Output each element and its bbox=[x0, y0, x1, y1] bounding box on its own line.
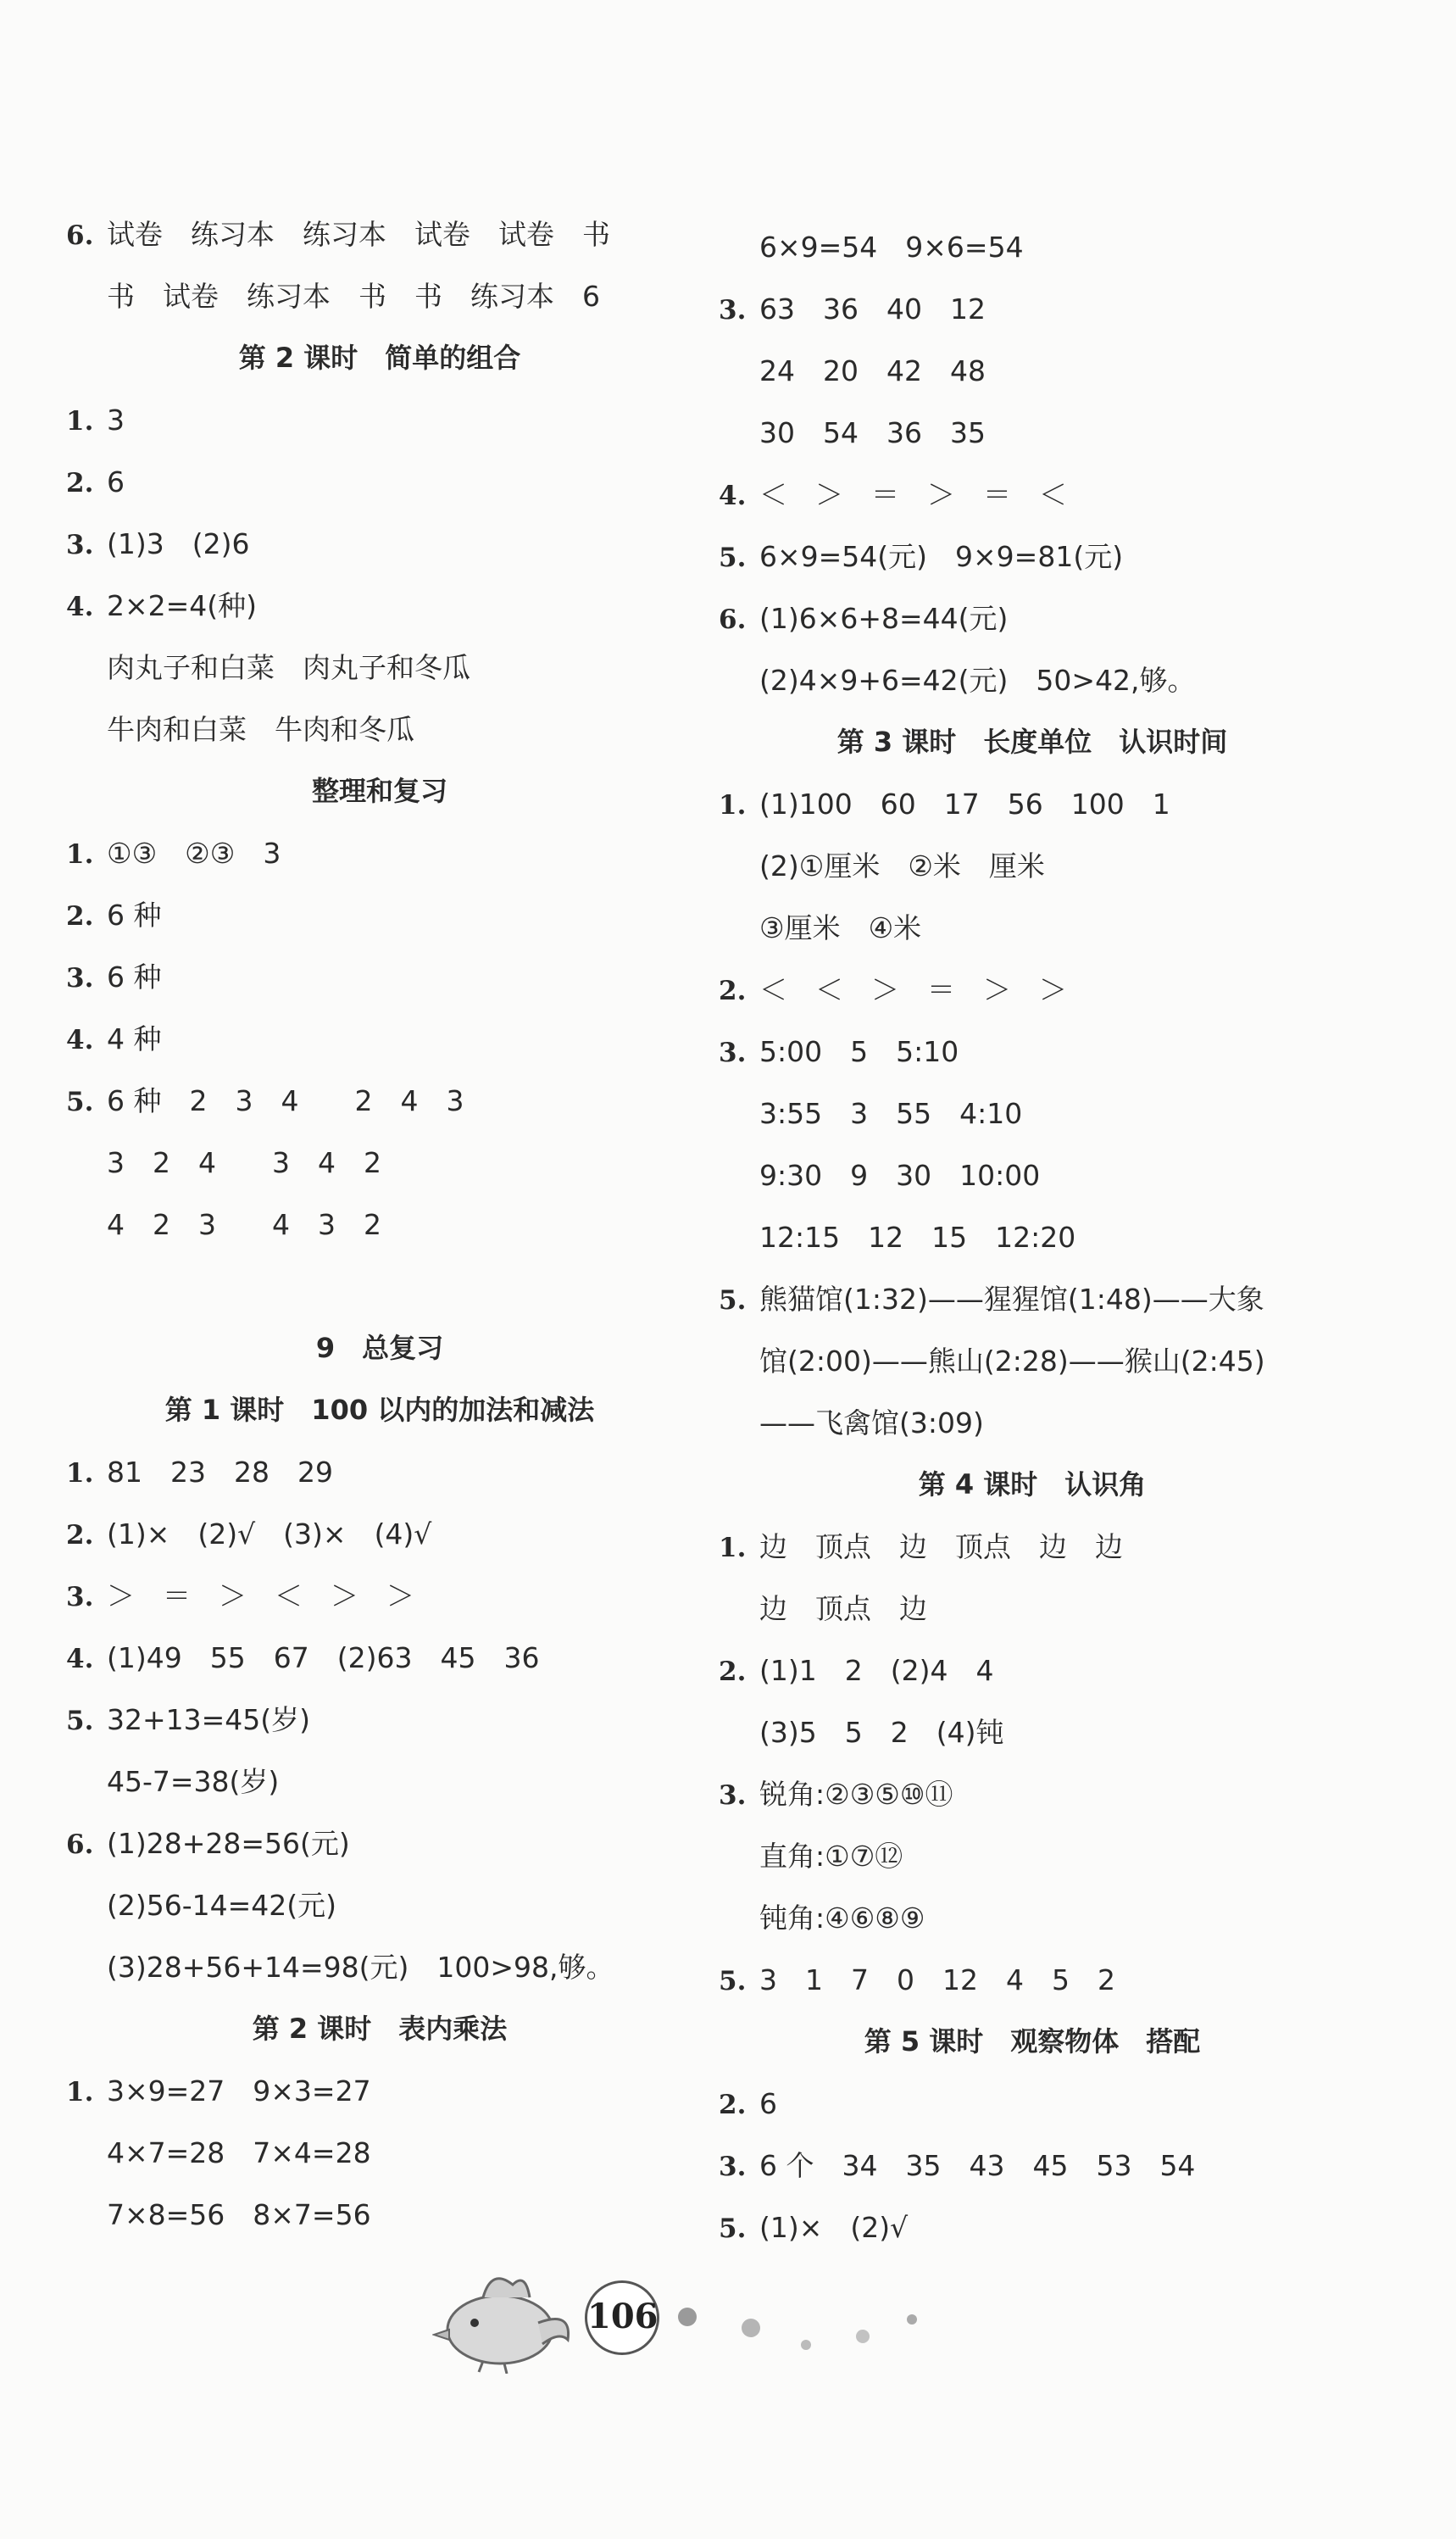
item-text: ＜ ＞ ＝ ＞ ＝ ＜ bbox=[759, 478, 1067, 511]
item-text: 6 bbox=[107, 465, 125, 498]
section-heading: 第 4 课时 认识角 bbox=[918, 1468, 1147, 1501]
section-heading: 第 2 课时 表内乘法 bbox=[252, 2013, 508, 2045]
answer-item bbox=[66, 1008, 693, 1070]
item-number: 2. bbox=[66, 1520, 94, 1551]
decor-dot bbox=[678, 2308, 697, 2326]
answer-item bbox=[66, 451, 693, 513]
answer-continuation: (2)4×9+6=42(元) 50>42,够。 bbox=[759, 664, 1196, 697]
answer-item bbox=[719, 1763, 1346, 1825]
answer-continuation: (2)56-14=42(元) bbox=[107, 1889, 337, 1922]
bird-icon bbox=[432, 2263, 576, 2374]
answer-continuation: 3:55 3 55 4:10 bbox=[759, 1097, 1023, 1130]
answer-continuation: 4 2 3 4 3 2 bbox=[107, 1208, 381, 1241]
answer-continuation: ——飞禽馆(3:09) bbox=[759, 1406, 984, 1439]
answer-continuation: 45-7=38(岁) bbox=[107, 1765, 280, 1798]
item-number: 5. bbox=[719, 543, 747, 573]
item-number: 2. bbox=[719, 1656, 747, 1687]
item-number: 3. bbox=[66, 530, 94, 560]
item-text: ＞ ＝ ＞ ＜ ＞ ＞ bbox=[107, 1579, 414, 1612]
section-heading: 整理和复习 bbox=[311, 775, 447, 807]
item-number: 1. bbox=[66, 839, 94, 870]
left-column bbox=[66, 203, 693, 2246]
blank-line bbox=[66, 1256, 693, 1317]
item-text: (1)100 60 17 56 100 1 bbox=[759, 788, 1170, 821]
answer-continuation: 12:15 12 15 12:20 bbox=[759, 1221, 1076, 1254]
right-column bbox=[719, 216, 1346, 2258]
item-number: 4. bbox=[66, 1644, 94, 1674]
page-footer bbox=[432, 2255, 975, 2382]
answer-continuation: 书 试卷 练习本 书 书 练习本 6 bbox=[107, 280, 600, 313]
section-heading: 第 3 课时 长度单位 认识时间 bbox=[836, 726, 1228, 758]
item-number: 1. bbox=[719, 790, 747, 821]
answer-continuation: 6×9=54 9×6=54 bbox=[759, 231, 1024, 264]
item-text: 6 bbox=[759, 2087, 777, 2120]
item-text: 熊猫馆(1:32)——猩猩馆(1:48)——大象 bbox=[759, 1283, 1264, 1316]
item-text: 6 种 bbox=[107, 899, 162, 932]
item-text: 3 1 7 0 12 4 5 2 bbox=[759, 1963, 1115, 1996]
item-number: 5. bbox=[719, 1966, 747, 1996]
answer-item bbox=[719, 464, 1346, 526]
answer-continuation: (3)28+56+14=98(元) 100>98,够。 bbox=[107, 1951, 614, 1984]
answer-item bbox=[719, 2073, 1346, 2135]
answer-item bbox=[719, 1640, 1346, 1701]
item-text: (1)28+28=56(元) bbox=[107, 1827, 350, 1860]
answer-item bbox=[719, 773, 1346, 835]
item-text: 试卷 练习本 练习本 试卷 试卷 书 bbox=[107, 218, 610, 251]
answer-item bbox=[719, 278, 1346, 340]
item-text: 6 种 2 3 4 2 4 3 bbox=[107, 1084, 464, 1117]
item-text: 3 bbox=[107, 404, 125, 437]
answer-item bbox=[66, 389, 693, 451]
item-text: ①③ ②③ 3 bbox=[107, 837, 281, 870]
item-text: 锐角:②③⑤⑩⑪ bbox=[759, 1778, 953, 1811]
item-number: 1. bbox=[66, 1458, 94, 1489]
item-number: 4. bbox=[66, 1025, 94, 1055]
page-number: 106 bbox=[585, 2280, 659, 2355]
item-text: (1)× (2)√ bbox=[759, 2211, 909, 2244]
answer-continuation: 24 20 42 48 bbox=[759, 354, 986, 387]
answer-item bbox=[66, 1070, 693, 1132]
item-number: 5. bbox=[719, 2213, 747, 2244]
decor-dot bbox=[856, 2330, 870, 2343]
item-number: 2. bbox=[66, 468, 94, 498]
item-text: 81 23 28 29 bbox=[107, 1456, 333, 1489]
item-number: 2. bbox=[719, 976, 747, 1006]
answer-item bbox=[719, 959, 1346, 1021]
item-text: 4 种 bbox=[107, 1022, 162, 1055]
item-text: 3×9=27 9×3=27 bbox=[107, 2074, 371, 2107]
answer-item bbox=[66, 1627, 693, 1689]
answer-continuation: 直角:①⑦⑫ bbox=[759, 1840, 903, 1873]
item-text: ＜ ＜ ＞ ＝ ＞ ＞ bbox=[759, 973, 1067, 1006]
item-text: 32+13=45(岁) bbox=[107, 1703, 311, 1736]
item-text: 边 顶点 边 顶点 边 边 bbox=[759, 1530, 1123, 1563]
item-number: 3. bbox=[66, 1582, 94, 1612]
answer-item bbox=[719, 1268, 1346, 1330]
answer-item bbox=[719, 1516, 1346, 1578]
answer-item bbox=[719, 587, 1346, 649]
item-number: 5. bbox=[66, 1706, 94, 1736]
item-number: 5. bbox=[719, 1285, 747, 1316]
answer-item bbox=[66, 1812, 693, 1874]
item-number: 6. bbox=[719, 604, 747, 635]
answer-continuation: 30 54 36 35 bbox=[759, 416, 986, 449]
item-text: 63 36 40 12 bbox=[759, 292, 986, 326]
item-number: 6. bbox=[66, 1829, 94, 1860]
item-text: 2×2=4(种) bbox=[107, 589, 258, 622]
item-text: (1)3 (2)6 bbox=[107, 527, 250, 560]
item-text: (1)49 55 67 (2)63 45 36 bbox=[107, 1641, 540, 1674]
answer-item bbox=[719, 1949, 1346, 2011]
answer-continuation: 肉丸子和白菜 肉丸子和冬瓜 bbox=[107, 651, 470, 684]
answer-item bbox=[719, 2197, 1346, 2258]
section-heading: 9 总复习 bbox=[315, 1332, 444, 1364]
answer-item bbox=[66, 2060, 693, 2122]
item-text: (1)6×6+8=44(元) bbox=[759, 602, 1009, 635]
answer-continuation: 牛肉和白菜 牛肉和冬瓜 bbox=[107, 713, 414, 746]
item-number: 1. bbox=[719, 1533, 747, 1563]
answer-continuation: 9:30 9 30 10:00 bbox=[759, 1159, 1041, 1192]
item-number: 3. bbox=[719, 1780, 747, 1811]
item-number: 3. bbox=[66, 963, 94, 994]
answer-item bbox=[66, 884, 693, 946]
decor-dot bbox=[801, 2340, 811, 2350]
item-number: 2. bbox=[719, 2090, 747, 2120]
item-number: 1. bbox=[66, 2077, 94, 2107]
item-text: (1)× (2)√ (3)× (4)√ bbox=[107, 1517, 432, 1551]
answer-continuation: 7×8=56 8×7=56 bbox=[107, 2198, 371, 2231]
answer-continuation: (3)5 5 2 (4)钝 bbox=[759, 1716, 1004, 1749]
answer-continuation: 馆(2:00)——熊山(2:28)——猴山(2:45) bbox=[759, 1345, 1265, 1378]
item-number: 3. bbox=[719, 295, 747, 326]
item-number: 4. bbox=[66, 592, 94, 622]
answer-item bbox=[66, 1689, 693, 1751]
item-number: 5. bbox=[66, 1087, 94, 1117]
answer-continuation: ③厘米 ④米 bbox=[759, 911, 922, 944]
item-number: 2. bbox=[66, 901, 94, 932]
answer-item bbox=[66, 822, 693, 884]
answer-item bbox=[66, 1565, 693, 1627]
answer-continuation: 钝角:④⑥⑧⑨ bbox=[759, 1901, 925, 1935]
answer-continuation: (2)①厘米 ②米 厘米 bbox=[759, 849, 1045, 883]
section-heading: 第 5 课时 观察物体 搭配 bbox=[864, 2025, 1201, 2057]
item-text: 6×9=54(元) 9×9=81(元) bbox=[759, 540, 1124, 573]
answer-item bbox=[719, 1021, 1346, 1083]
answer-item bbox=[66, 513, 693, 575]
decor-dot bbox=[907, 2314, 917, 2325]
section-heading: 第 1 课时 100 以内的加法和减法 bbox=[164, 1394, 595, 1426]
item-number: 6. bbox=[66, 220, 94, 251]
answer-item bbox=[66, 1503, 693, 1565]
answer-continuation: 4×7=28 7×4=28 bbox=[107, 2136, 371, 2169]
item-number: 3. bbox=[719, 2152, 747, 2182]
item-text: (1)1 2 (2)4 4 bbox=[759, 1654, 994, 1687]
decor-dot bbox=[742, 2319, 760, 2337]
answer-item bbox=[719, 2135, 1346, 2197]
answer-item bbox=[66, 946, 693, 1008]
answer-continuation: 边 顶点 边 bbox=[759, 1592, 927, 1625]
item-text: 5:00 5 5:10 bbox=[759, 1035, 959, 1068]
item-text: 6 个 34 35 43 45 53 54 bbox=[759, 2149, 1196, 2182]
item-number: 4. bbox=[719, 481, 747, 511]
answer-item bbox=[66, 203, 693, 265]
answer-item bbox=[719, 526, 1346, 587]
answer-continuation: 3 2 4 3 4 2 bbox=[107, 1146, 381, 1179]
answer-item bbox=[66, 1441, 693, 1503]
item-number: 3. bbox=[719, 1038, 747, 1068]
item-number: 1. bbox=[66, 406, 94, 437]
item-text: 6 种 bbox=[107, 960, 162, 994]
answer-item bbox=[66, 575, 693, 637]
section-heading: 第 2 课时 简单的组合 bbox=[238, 342, 521, 374]
